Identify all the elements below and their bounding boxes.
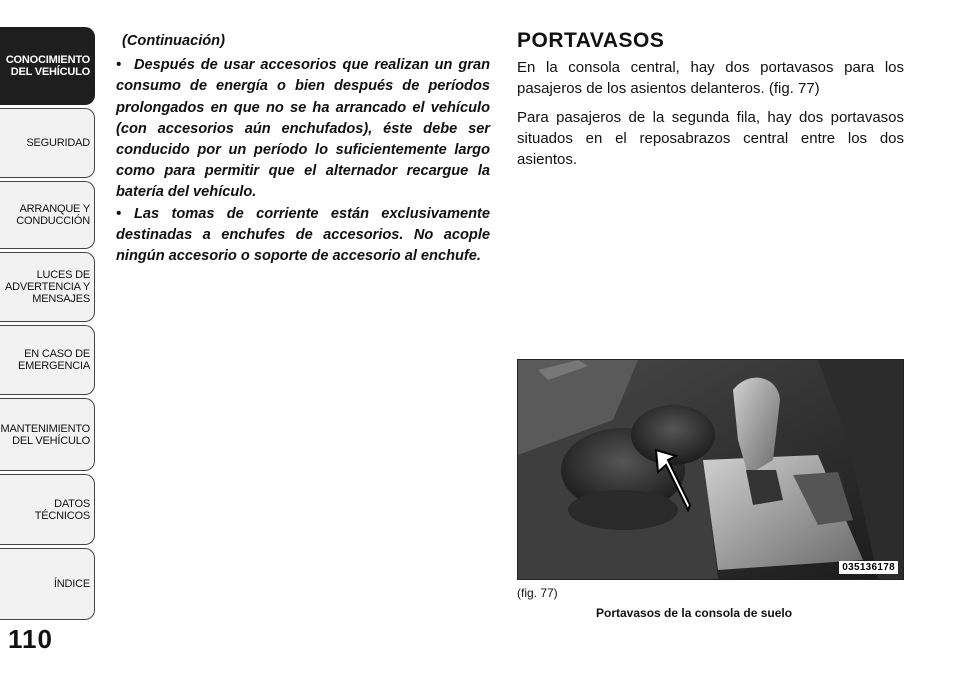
tab-en-caso-de-emergencia[interactable] [0,325,95,395]
figure-caption: Portavasos de la consola de suelo [596,606,793,620]
bullet-item [116,55,490,203]
bullet-item [116,204,490,268]
bullet-symbol: • [116,205,122,222]
bullet-text: Las tomas de corriente están exclusivamente destinadas a enchufes de accesorios. No acople ningún accesorio o soporte de accesorio al enchufe. [116,205,490,265]
console-illustration [518,360,903,579]
figure-reference: (fig. 77) [517,586,558,600]
continuation-label: (Continuación) [122,33,225,49]
paragraph: Para pasajeros de la segunda fila, hay dos portavasos situados en el reposabrazos central entre los dos asientos. [517,109,904,168]
cupholder-photo [517,359,904,580]
tab-label: LUCES DE ADVERTENCIA Y MENSAJES [4,269,90,305]
tab-label: MANTENIMIENTO DEL VEHÍCULO [0,422,90,447]
paragraph: En la consola central, hay dos portavasos para los pasajeros de los asientos delanteros. (fig. 77) [517,59,904,97]
left-column [116,31,490,267]
image-code: 035136178 [839,561,898,574]
page-number: 110 [8,624,53,654]
section-heading: PORTAVASOS [517,29,665,52]
tab-indice[interactable] [0,548,95,620]
bullet-symbol: • [116,57,122,74]
bullet-text: Después de usar accesorios que realizan un gran consumo de energía o bien después de períodos prolongados en que no se ha arrancado el vehículo (con accesorios aún enchufados), éste debe ser conducido por un período lo suficientemente largo como para permitir que el alternador recargue la batería del vehículo. [116,57,490,201]
right-column [517,29,904,178]
tab-mantenimiento[interactable] [0,398,95,471]
tab-label: EN CASO DE EMERGENCIA [18,348,90,372]
tab-conocimiento-del-vehiculo[interactable] [0,27,95,105]
tab-label: SEGURIDAD [26,137,90,149]
tab-label: CONOCIMIENTO DEL VEHÍCULO [5,54,90,78]
tab-label: DATOS TÉCNICOS [34,497,90,522]
tab-luces-de-advertencia[interactable] [0,252,95,322]
tab-arranque-y-conduccion[interactable] [0,181,95,249]
tab-seguridad[interactable] [0,108,95,178]
tab-datos-tecnicos[interactable] [0,474,95,545]
tab-label: ARRANQUE Y CONDUCCIÓN [16,203,90,227]
tab-label: ÍNDICE [53,578,90,590]
